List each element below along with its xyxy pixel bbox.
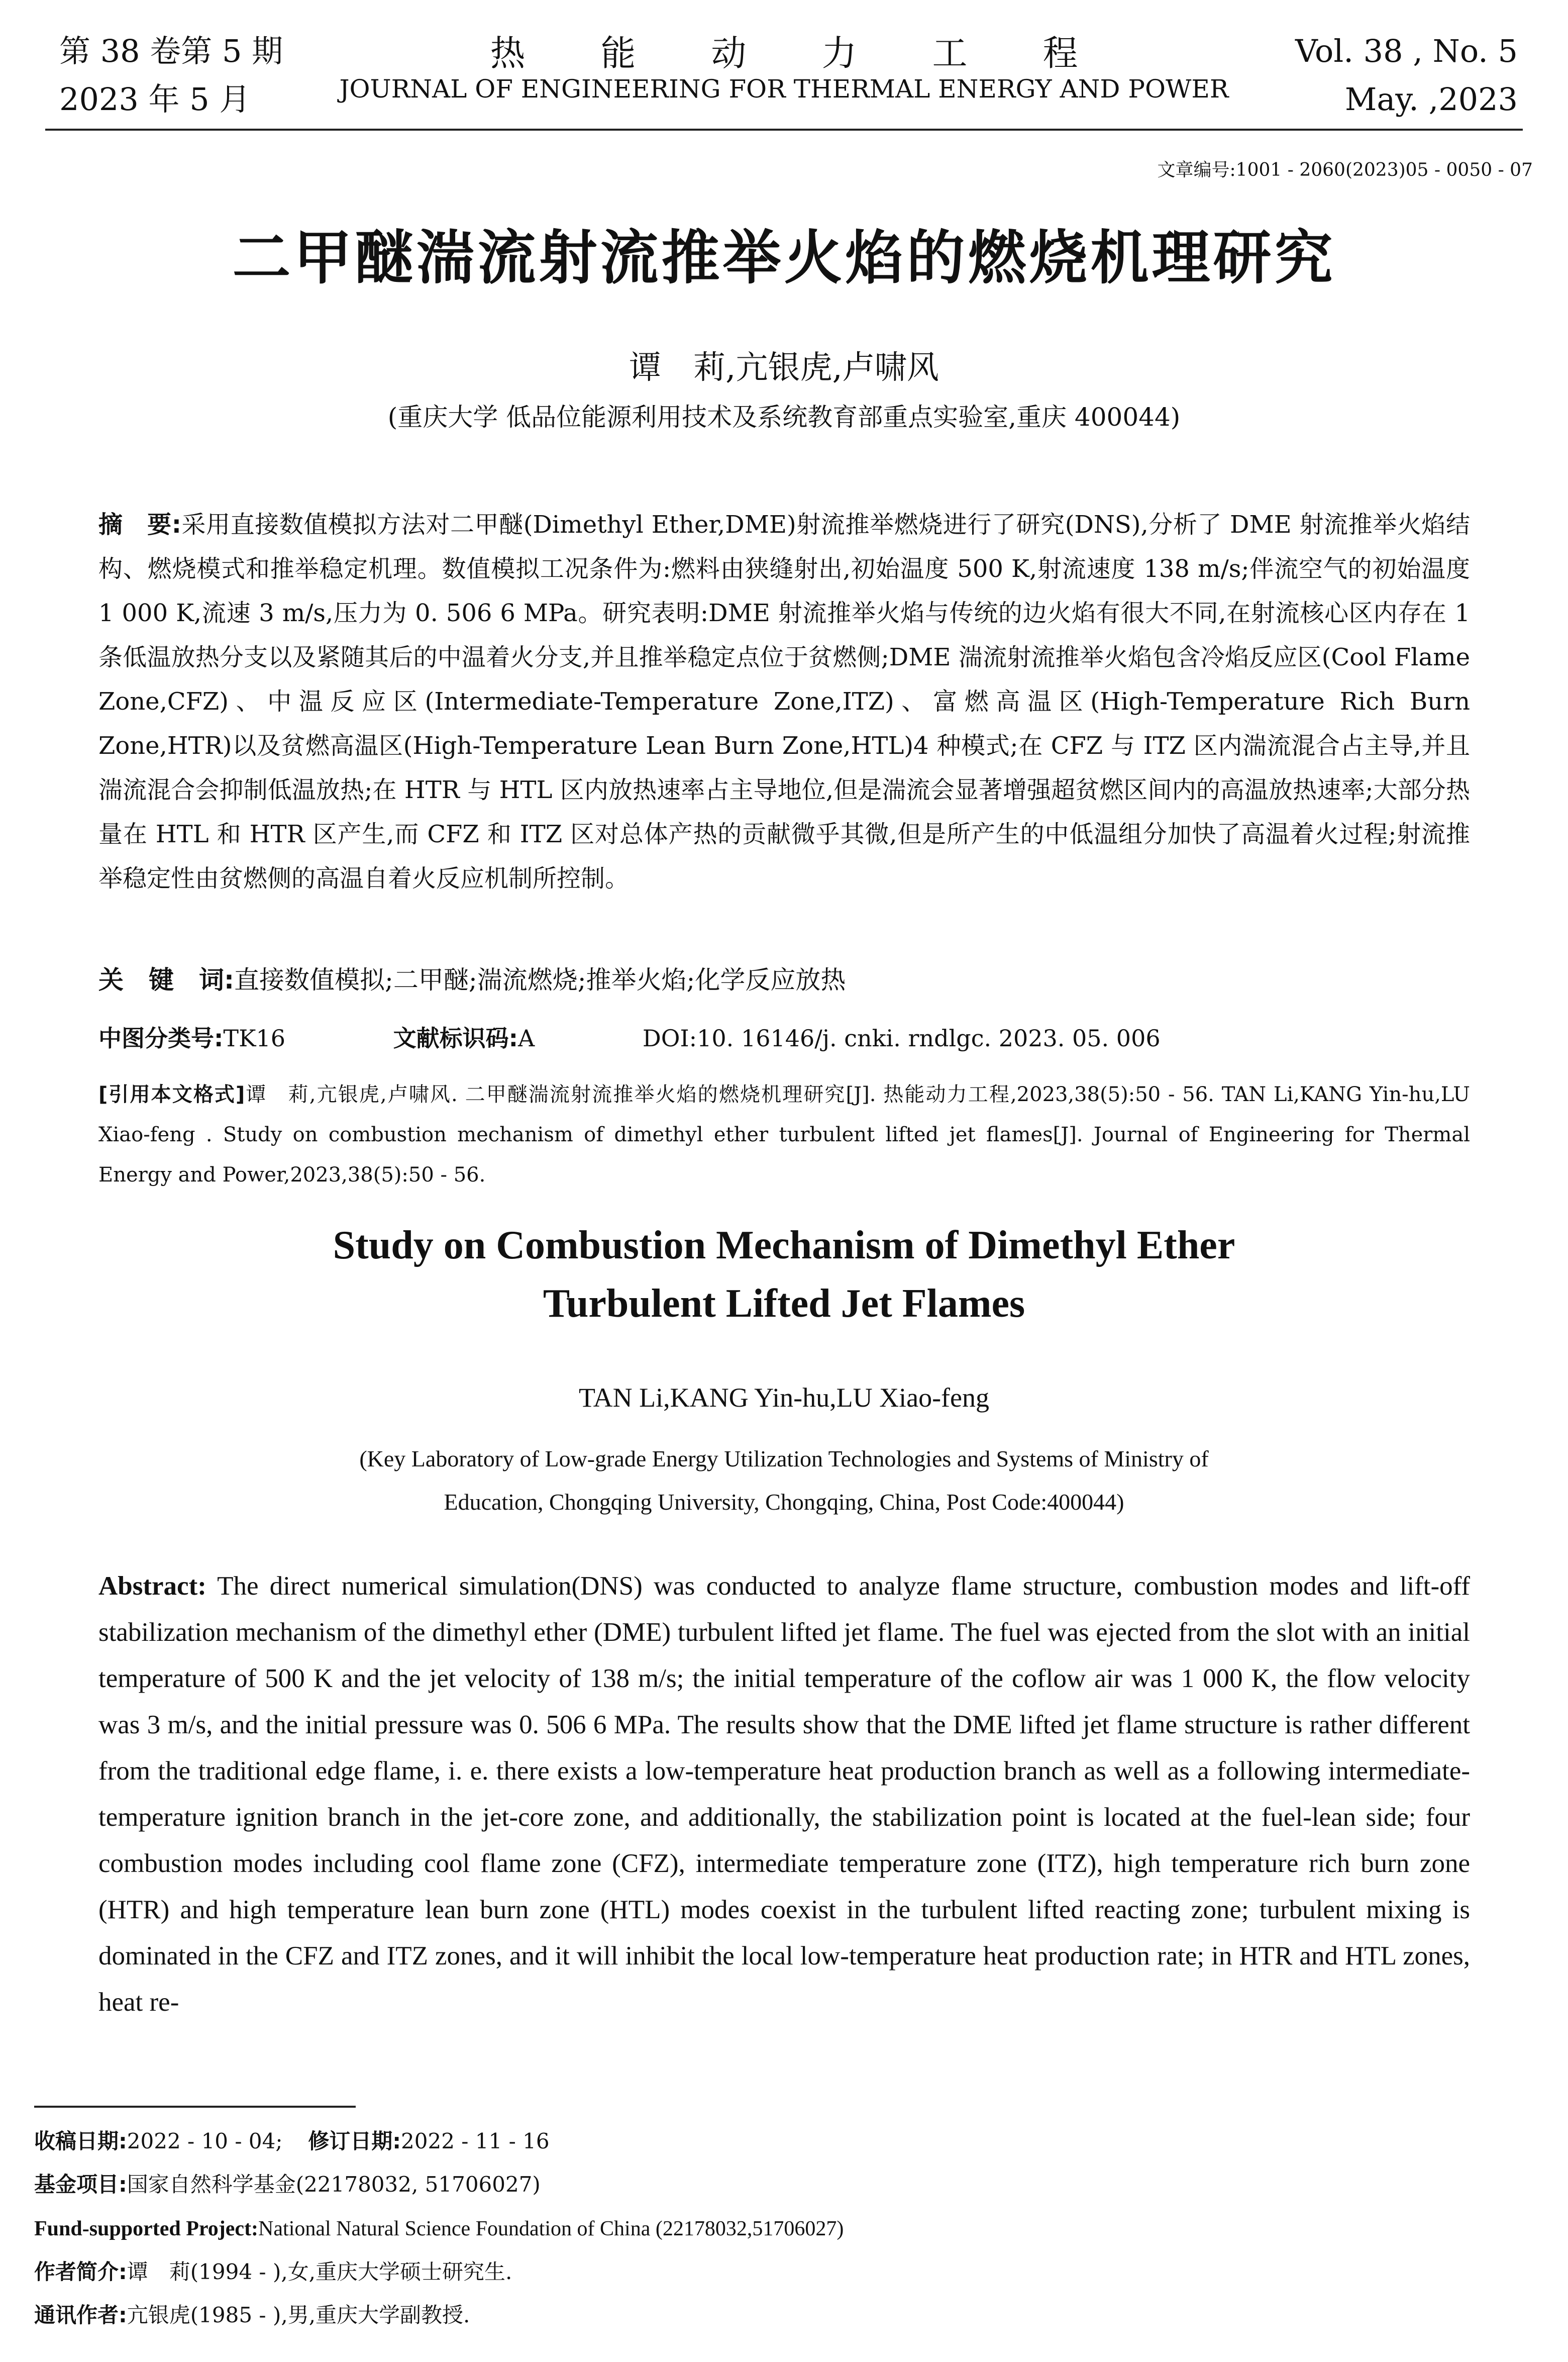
affiliation-en-line2: Education, Chongqing University, Chongqing, China, Post Code:400044) xyxy=(444,1489,1124,1515)
revised-label: 修订日期: xyxy=(308,2129,401,2153)
volume-issue-cn: 第 38 卷第 5 期 xyxy=(59,33,283,69)
keywords-cn xyxy=(98,960,846,996)
corresponding-text: 亢银虎(1985 - ),男,重庆大学副教授. xyxy=(127,2303,470,2327)
abstract-en xyxy=(98,1563,1470,2025)
fund-cn-text: 国家自然科学基金(22178032, 51706027) xyxy=(127,2172,541,2197)
header-divider xyxy=(45,129,1523,131)
abstract-en-text: The direct numerical simulation(DNS) was conducted to analyze flame structure, combustion modes and lift-off stabilization mechanism of the dimethyl ether (DME) turbulent lifted jet flame. The fuel was ejected from the slot with an initial temperature of 500 K and the jet velocity of 138 m/s; the initial temperature of the coflow air was 1 000 K, the flow velocity was 3 m/s, and the initial pressure was 0. 506 6 MPa. The results show that the DME lifted jet flame structure is rather different from the traditional edge flame, i. e. there exists a low-temperature heat production branch as well as a following intermediate-temperature ignition branch in the jet-core zone, and additionally, the stabilization point is located at the fuel-lean side; four combustion modes including cool flame zone (CFZ), intermediate temperature zone (ITZ), high temperature rich burn zone (HTR) and high temperature lean burn zone (HTL) modes coexist in the turbulent lifted reacting zone; turbulent mixing is dominated in the CFZ and ITZ zones, and it will inhibit the local low-temperature heat production rate; in HTR and HTL zones, heat re- xyxy=(98,1571,1471,2017)
fund-en-text: National Natural Science Foundation of China (22178032,51706027) xyxy=(258,2217,844,2240)
abstract-cn-text: 采用直接数值模拟方法对二甲醚(Dimethyl Ether,DME)射流推举燃烧进行了研究(DNS),分析了 DME 射流推举火焰结构、燃烧模式和推举稳定机理。数值模拟工况条件为:燃料由狭缝射出,初始温度 500 K,射流速度 138 m/s;伴流空气的初始温度 1 000 K,流速 3 m/s,压力为 0. 506 6 MPa。研究表明:DME 射流推举火焰与传统的边火焰有很大不同,在射流核心区内存在 1 条低温放热分支以及紧随其后的中温着火分支,并且推举稳定点位于贫燃侧;DME 湍流射流推举火焰包含冷焰反应区(Cool Flame Zone,CFZ)、中温反应区(Intermediate-Temperature Zone,ITZ)、富燃高温区(High-Temperature Rich Burn Zone,HTR)以及贫燃高温区(High-Temperature Lean Burn Zone,HTL)4 种模式;在 CFZ 与 ITZ 区内湍流混合占主导,并且湍流混合会抑制低温放热;在 HTR 与 HTL 区内放热速率占主导地位,但是湍流会显著增强超贫燃区间内的高温放热速率;大部分热量在 HTL 和 HTR 区产生,而 CFZ 和 ITZ 区对总体产热的贡献微乎其微,但是所产生的中低温组分加快了高温着火过程;射流推举稳定性由贫燃侧的高温自着火反应机制所控制。 xyxy=(98,511,1470,893)
date-en: May. ,2023 xyxy=(1344,81,1518,118)
received-label: 收稿日期: xyxy=(34,2129,127,2153)
received-date: 2022 - 10 - 04; xyxy=(127,2129,283,2153)
volume-issue-en: Vol. 38 , No. 5 xyxy=(1295,33,1518,69)
paper-title-en-line2: Turbulent Lifted Jet Flames xyxy=(543,1282,1025,1326)
article-number: 文章编号:1001 - 2060(2023)05 - 0050 - 07 xyxy=(1157,160,1533,180)
fund-en-label: Fund-supported Project: xyxy=(34,2217,259,2240)
author-bio-text: 谭 莉(1994 - ),女,重庆大学硕士研究生. xyxy=(127,2259,512,2284)
footnote-divider xyxy=(34,2106,356,2108)
author-bio-label: 作者简介: xyxy=(34,2259,127,2284)
authors-cn: 谭 莉,亢银虎,卢啸风 xyxy=(629,349,939,386)
citation xyxy=(98,1074,1470,1195)
keywords-cn-text: 直接数值模拟;二甲醚;湍流燃烧;推举火焰;化学反应放热 xyxy=(234,965,846,995)
authors-en: TAN Li,KANG Yin-hu,LU Xiao-feng xyxy=(578,1383,989,1413)
paper-title-cn: 二甲醚湍流射流推举火焰的燃烧机理研究 xyxy=(232,224,1336,292)
classification-line xyxy=(98,1020,1470,1053)
citation-label: [引用本文格式] xyxy=(98,1083,245,1106)
abstract-cn-label: 摘 要: xyxy=(98,511,181,539)
affiliation-en-line1: (Key Laboratory of Low-grade Energy Utilization Technologies and Systems of Ministry of xyxy=(359,1446,1209,1471)
keywords-cn-label: 关 键 词: xyxy=(98,965,234,995)
footnote-dates xyxy=(34,2129,1491,2154)
doc-code-label: 文献标识码: xyxy=(393,1025,518,1052)
paper-title-en-line1: Study on Combustion Mechanism of Dimethyl Ether xyxy=(333,1223,1235,1267)
journal-title-cn: 热能动力工程 xyxy=(490,33,1154,74)
issue-info-en xyxy=(1295,27,1518,124)
citation-text: 谭 莉,亢银虎,卢啸风. 二甲醚湍流射流推举火焰的燃烧机理研究[J]. 热能动力工程,2023,38(5):50 - 56. TAN Li,KANG Yin-hu,LU Xiao-feng . Study on combustion mechanism of dimethyl ether turbulent lifted jet flames[J]. Journal of Engineering for Thermal Energy and Power,2023,38(5):50 - 56. xyxy=(98,1083,1471,1187)
clc-label: 中图分类号: xyxy=(98,1025,224,1052)
date-cn: 2023 年 5 月 xyxy=(59,81,251,118)
abstract-cn xyxy=(98,503,1470,901)
footnote-fund-en xyxy=(34,2216,1491,2241)
paper-title-en xyxy=(0,1216,1568,1333)
affiliation-cn: (重庆大学 低品位能源利用技术及系统教育部重点实验室,重庆 400044) xyxy=(387,403,1181,432)
journal-title-en: JOURNAL OF ENGINEERING FOR THERMAL ENERGY AND POWER xyxy=(339,74,1229,104)
fund-cn-label: 基金项目: xyxy=(34,2172,127,2197)
revised-date: 2022 - 11 - 16 xyxy=(401,2129,550,2153)
footnote-author-bio xyxy=(34,2259,1491,2285)
doi: DOI:10. 16146/j. cnki. rndlgc. 2023. 05. 006 xyxy=(642,1025,1161,1052)
affiliation-en xyxy=(0,1437,1568,1524)
footnote-fund-cn xyxy=(34,2172,1491,2197)
corresponding-label: 通讯作者: xyxy=(34,2303,127,2327)
footnote-corresponding xyxy=(34,2303,1491,2328)
abstract-en-label: Abstract: xyxy=(98,1571,206,1601)
clc-value: TK16 xyxy=(223,1025,285,1052)
doc-code-value: A xyxy=(518,1025,535,1052)
